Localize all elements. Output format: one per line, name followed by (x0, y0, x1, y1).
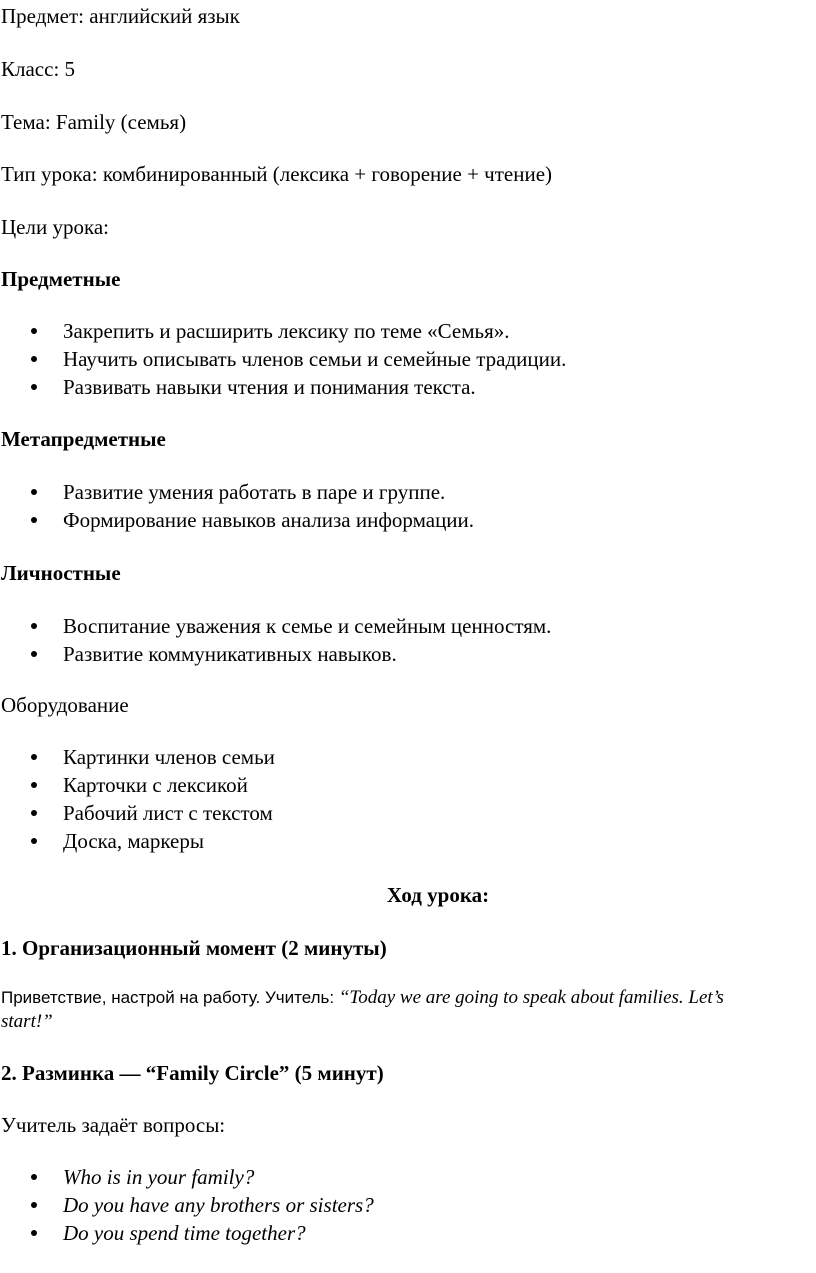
bullet-icon (31, 384, 37, 390)
lesson-flow-heading: Ход урока: (386, 883, 490, 907)
step1-text-line2: start!” (1, 1011, 53, 1032)
bullet-icon (31, 1174, 37, 1180)
step1-text-line1: Приветствие, настрой на работу. Учитель: “Today we are going to speak about families. Let’s (1, 987, 724, 1008)
bullet-icon (31, 517, 37, 523)
subject-goals-heading: Предметные (1, 267, 121, 291)
bullet-icon (31, 328, 37, 334)
list-item: Картинки членов семьи (0, 743, 275, 771)
list-item: Развитие умения работать в паре и группе. (0, 478, 474, 506)
step2-questions-list (0, 1163, 374, 1247)
list-item: Развитие коммуникативных навыков. (0, 640, 551, 668)
bullet-icon (31, 623, 37, 629)
list-item: Доска, маркеры (0, 827, 275, 855)
list-item: Формирование навыков анализа информации. (0, 506, 474, 534)
lesson-type-line: Тип урока: комбинированный (лексика + говорение + чтение) (1, 162, 553, 186)
personal-goals-list (0, 612, 551, 668)
bullet-icon (31, 782, 37, 788)
bullet-icon (31, 1202, 37, 1208)
bullet-icon (31, 356, 37, 362)
list-item: Who is in your family? (0, 1163, 374, 1191)
subject-line: Предмет: английский язык (1, 4, 240, 28)
bullet-icon (31, 489, 37, 495)
meta-goals-heading: Метапредметные (1, 427, 166, 451)
step1-heading: 1. Организационный момент (2 минуты) (1, 936, 387, 960)
topic-line: Тема: Family (семья) (1, 110, 187, 134)
subject-goals-list (0, 317, 566, 401)
list-item: Воспитание уважения к семье и семейным ценностям. (0, 612, 551, 640)
list-item: Закрепить и расширить лексику по теме «Семья». (0, 317, 566, 345)
step2-intro: Учитель задаёт вопросы: (1, 1113, 226, 1137)
list-item: Do you spend time together? (0, 1219, 374, 1247)
bullet-icon (31, 754, 37, 760)
step2-heading: 2. Разминка — “Family Circle” (5 минут) (1, 1061, 384, 1085)
goals-label: Цели урока: (1, 215, 109, 239)
list-item: Рабочий лист с текстом (0, 799, 275, 827)
meta-goals-list (0, 478, 474, 534)
list-item: Развивать навыки чтения и понимания текста. (0, 373, 566, 401)
list-item: Карточки с лексикой (0, 771, 275, 799)
equipment-list (0, 743, 275, 855)
bullet-icon (31, 838, 37, 844)
bullet-icon (31, 651, 37, 657)
bullet-icon (31, 1230, 37, 1236)
list-item: Do you have any brothers or sisters? (0, 1191, 374, 1219)
equipment-heading: Оборудование (1, 693, 129, 717)
bullet-icon (31, 810, 37, 816)
personal-goals-heading: Личностные (1, 561, 121, 585)
grade-line: Класс: 5 (1, 57, 76, 81)
list-item: Научить описывать членов семьи и семейные традиции. (0, 345, 566, 373)
